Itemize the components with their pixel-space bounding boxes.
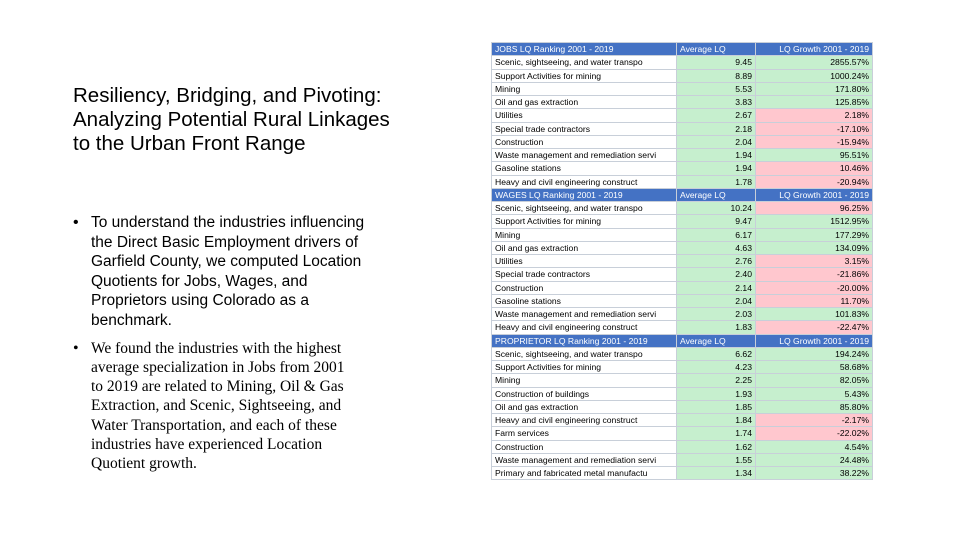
table-row — [492, 56, 873, 69]
industry-cell: Oil and gas extraction — [492, 400, 677, 413]
table-row — [492, 374, 873, 387]
table-row — [492, 427, 873, 440]
industry-cell: Construction — [492, 440, 677, 453]
lq-growth-cell: 10.46% — [756, 162, 873, 175]
bullet-dot: • — [73, 339, 79, 357]
avg-lq-cell: 2.04 — [677, 294, 756, 307]
table-row — [492, 109, 873, 122]
avg-lq-cell: 1.94 — [677, 162, 756, 175]
industry-cell: Mining — [492, 82, 677, 95]
bullet-line: We found the industries with the highest — [91, 339, 342, 357]
avg-lq-cell: 1.74 — [677, 427, 756, 440]
avg-lq-cell: 2.40 — [677, 268, 756, 281]
lq-growth-cell: 171.80% — [756, 82, 873, 95]
avg-lq-header-cell: Average LQ — [677, 334, 756, 347]
table-row — [492, 202, 873, 215]
bullet-findings — [73, 339, 433, 474]
industry-cell: Scenic, sightseeing, and water transpo — [492, 347, 677, 360]
industry-cell: Construction of buildings — [492, 387, 677, 400]
lq-growth-cell: 194.24% — [756, 347, 873, 360]
title-line: Analyzing Potential Rural Linkages — [73, 108, 390, 131]
lq-growth-cell: 2855.57% — [756, 56, 873, 69]
bullet-line: the Direct Basic Employment drivers of — [91, 233, 359, 251]
industry-cell: Utilities — [492, 255, 677, 268]
table-row — [492, 347, 873, 360]
industry-cell: Support Activities for mining — [492, 69, 677, 82]
industry-cell: Waste management and remediation servi — [492, 453, 677, 466]
table-row — [492, 294, 873, 307]
table-row — [492, 414, 873, 427]
bullet-line: benchmark. — [91, 311, 172, 329]
lq-growth-cell: -21.86% — [756, 268, 873, 281]
lq-growth-cell: 58.68% — [756, 361, 873, 374]
table-row — [492, 321, 873, 334]
lq-growth-cell: 177.29% — [756, 228, 873, 241]
bullet-line: Quotients for Jobs, Wages, and — [91, 272, 308, 290]
bullet-line: average specialization in Jobs from 2001 — [91, 358, 345, 376]
section-header-row — [492, 43, 873, 56]
industry-cell: Gasoline stations — [492, 162, 677, 175]
avg-lq-cell: 1.85 — [677, 400, 756, 413]
lq-growth-cell: 2.18% — [756, 109, 873, 122]
bullet-line: Garfield County, we computed Location — [91, 253, 362, 271]
lq-growth-cell: 4.54% — [756, 440, 873, 453]
table-row — [492, 268, 873, 281]
avg-lq-cell: 2.25 — [677, 374, 756, 387]
table-row — [492, 400, 873, 413]
avg-lq-cell: 1.62 — [677, 440, 756, 453]
industry-cell: Construction — [492, 135, 677, 148]
lq-growth-cell: 125.85% — [756, 96, 873, 109]
lq-growth-header-cell: LQ Growth 2001 - 2019 — [756, 334, 873, 347]
bullet-line: Quotient growth. — [91, 455, 197, 473]
section-title-cell: PROPRIETOR LQ Ranking 2001 - 2019 — [492, 334, 677, 347]
industry-cell: Mining — [492, 228, 677, 241]
avg-lq-header-cell: Average LQ — [677, 43, 756, 56]
table-row — [492, 122, 873, 135]
table-row — [492, 281, 873, 294]
industry-cell: Construction — [492, 281, 677, 294]
table-row — [492, 149, 873, 162]
lq-growth-cell: -20.94% — [756, 175, 873, 188]
lq-growth-cell: 3.15% — [756, 255, 873, 268]
bullet-dot: • — [73, 214, 79, 231]
table-row — [492, 215, 873, 228]
bullet-list — [73, 213, 433, 474]
table-row — [492, 175, 873, 188]
title-line: to the Urban Front Range — [73, 132, 306, 155]
avg-lq-cell: 4.63 — [677, 241, 756, 254]
avg-lq-cell: 3.83 — [677, 96, 756, 109]
avg-lq-cell: 1.84 — [677, 414, 756, 427]
lq-growth-cell: -15.94% — [756, 135, 873, 148]
lq-growth-cell: 5.43% — [756, 387, 873, 400]
industry-cell: Special trade contractors — [492, 268, 677, 281]
industry-cell: Utilities — [492, 109, 677, 122]
table-row — [492, 308, 873, 321]
bullet-line: Water Transportation, and each of these — [91, 416, 337, 434]
avg-lq-cell: 10.24 — [677, 202, 756, 215]
table-row — [492, 162, 873, 175]
industry-cell: Heavy and civil engineering construct — [492, 414, 677, 427]
bullet-line: industries have experienced Location — [91, 436, 323, 454]
table-row — [492, 82, 873, 95]
section-title-cell: WAGES LQ Ranking 2001 - 2019 — [492, 188, 677, 201]
avg-lq-cell: 1.55 — [677, 453, 756, 466]
avg-lq-header-cell: Average LQ — [677, 188, 756, 201]
table-row — [492, 453, 873, 466]
table-row — [492, 135, 873, 148]
industry-cell: Mining — [492, 374, 677, 387]
industry-cell: Support Activities for mining — [492, 361, 677, 374]
lq-growth-header-cell: LQ Growth 2001 - 2019 — [756, 188, 873, 201]
bullet-line: Extraction, and Scenic, Sightseeing, and — [91, 397, 342, 415]
industry-cell: Waste management and remediation servi — [492, 149, 677, 162]
table-row — [492, 255, 873, 268]
industry-cell: Special trade contractors — [492, 122, 677, 135]
lq-growth-cell: 85.80% — [756, 400, 873, 413]
avg-lq-cell: 2.03 — [677, 308, 756, 321]
industry-cell: Primary and fabricated metal manufactu — [492, 467, 677, 480]
industry-cell: Scenic, sightseeing, and water transpo — [492, 202, 677, 215]
section-header-row — [492, 334, 873, 347]
table-row — [492, 241, 873, 254]
avg-lq-cell: 1.34 — [677, 467, 756, 480]
lq-growth-cell: 101.83% — [756, 308, 873, 321]
lq-growth-cell: -22.47% — [756, 321, 873, 334]
lq-growth-cell: 82.05% — [756, 374, 873, 387]
avg-lq-cell: 9.47 — [677, 215, 756, 228]
avg-lq-cell: 2.67 — [677, 109, 756, 122]
title-line: Resiliency, Bridging, and Pivoting: — [73, 84, 382, 107]
table-row — [492, 361, 873, 374]
bullet-method — [73, 213, 433, 331]
bullet-line: To understand the industries influencing — [91, 214, 365, 231]
avg-lq-cell: 6.62 — [677, 347, 756, 360]
lq-growth-cell: 134.09% — [756, 241, 873, 254]
avg-lq-cell: 1.93 — [677, 387, 756, 400]
industry-cell: Support Activities for mining — [492, 215, 677, 228]
bullet-line: to 2019 are related to Mining, Oil & Gas — [91, 378, 344, 396]
avg-lq-cell: 1.94 — [677, 149, 756, 162]
lq-ranking-table — [491, 42, 873, 480]
lq-growth-cell: 24.48% — [756, 453, 873, 466]
avg-lq-cell: 2.18 — [677, 122, 756, 135]
section-title-cell: JOBS LQ Ranking 2001 - 2019 — [492, 43, 677, 56]
table-row — [492, 69, 873, 82]
avg-lq-cell: 2.76 — [677, 255, 756, 268]
lq-growth-cell: 11.70% — [756, 294, 873, 307]
lq-growth-cell: 38.22% — [756, 467, 873, 480]
lq-growth-cell: 1000.24% — [756, 69, 873, 82]
lq-growth-cell: -2.17% — [756, 414, 873, 427]
lq-growth-cell: 96.25% — [756, 202, 873, 215]
avg-lq-cell: 1.78 — [677, 175, 756, 188]
industry-cell: Heavy and civil engineering construct — [492, 175, 677, 188]
industry-cell: Heavy and civil engineering construct — [492, 321, 677, 334]
table-row — [492, 387, 873, 400]
avg-lq-cell: 4.23 — [677, 361, 756, 374]
lq-growth-cell: -17.10% — [756, 122, 873, 135]
avg-lq-cell: 6.17 — [677, 228, 756, 241]
avg-lq-cell: 8.89 — [677, 69, 756, 82]
avg-lq-cell: 2.04 — [677, 135, 756, 148]
avg-lq-cell: 5.53 — [677, 82, 756, 95]
bullet-line: Proprietors using Colorado as a — [91, 292, 309, 310]
section-header-row — [492, 188, 873, 201]
table-row — [492, 228, 873, 241]
industry-cell: Farm services — [492, 427, 677, 440]
avg-lq-cell: 1.83 — [677, 321, 756, 334]
lq-growth-cell: 1512.95% — [756, 215, 873, 228]
industry-cell: Oil and gas extraction — [492, 96, 677, 109]
table-row — [492, 96, 873, 109]
industry-cell: Gasoline stations — [492, 294, 677, 307]
table-row — [492, 440, 873, 453]
slide-title — [73, 84, 453, 156]
lq-growth-header-cell: LQ Growth 2001 - 2019 — [756, 43, 873, 56]
avg-lq-cell: 9.45 — [677, 56, 756, 69]
industry-cell: Oil and gas extraction — [492, 241, 677, 254]
table-row — [492, 467, 873, 480]
lq-growth-cell: -22.02% — [756, 427, 873, 440]
lq-growth-cell: 95.51% — [756, 149, 873, 162]
lq-growth-cell: -20.00% — [756, 281, 873, 294]
industry-cell: Scenic, sightseeing, and water transpo — [492, 56, 677, 69]
industry-cell: Waste management and remediation servi — [492, 308, 677, 321]
avg-lq-cell: 2.14 — [677, 281, 756, 294]
